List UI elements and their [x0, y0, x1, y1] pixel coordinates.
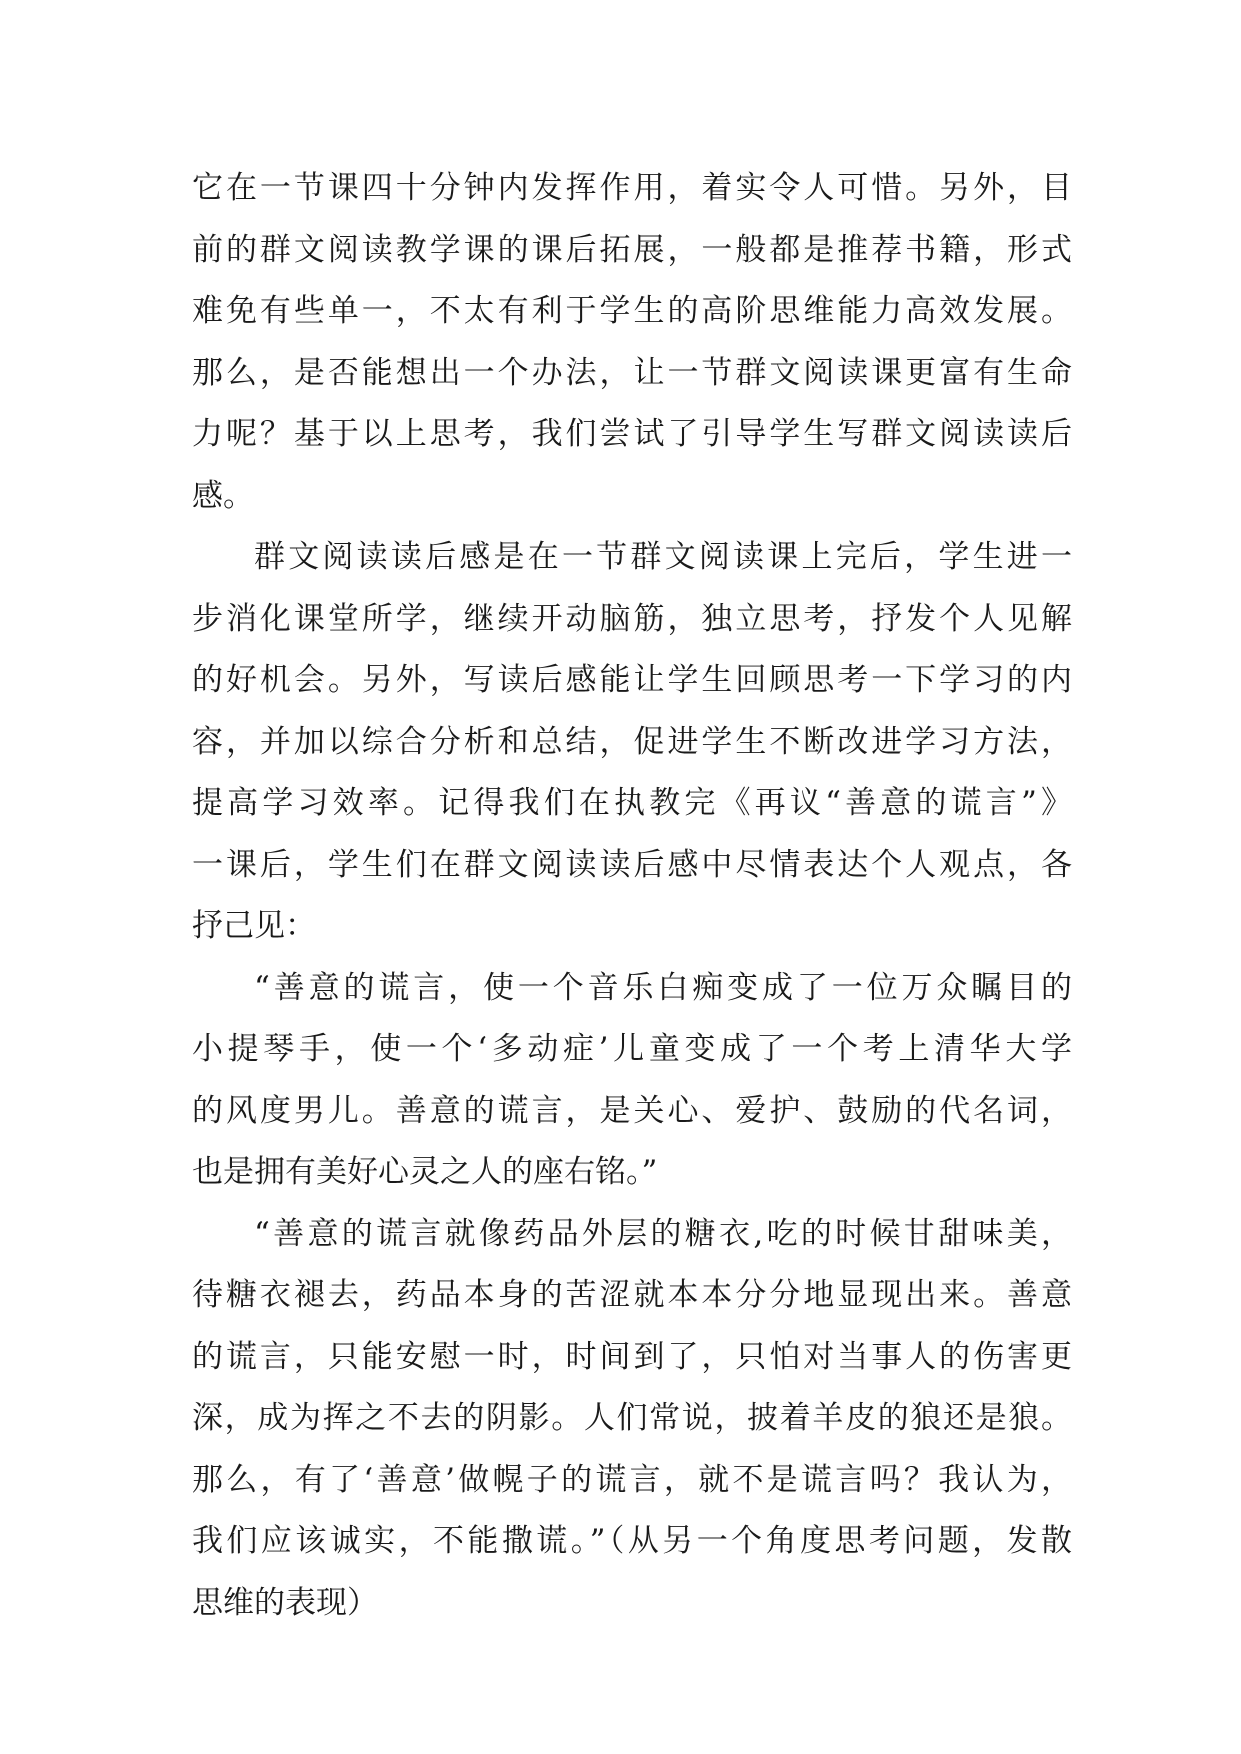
text-line: 提高学习效率。记得我们在执教完《再议“善意的谎言”》 — [192, 785, 1072, 821]
text-line: 的风度男儿。善意的谎言，是关心、爱护、鼓励的代名词， — [192, 1092, 1072, 1129]
text-line: 那么，有了‘善意’做幌子的谎言，就不是谎言吗？我认为， — [192, 1461, 1072, 1498]
text-line: 抒己见： — [192, 908, 316, 944]
body-text — [192, 158, 1072, 1634]
text-line: “善意的谎言，使一个音乐白痴变成了一位万众瞩目的 — [254, 969, 1072, 1006]
text-line: 感。 — [192, 477, 254, 514]
text-line: 的好机会。另外，写读后感能让学生回顾思考一下学习的内 — [192, 662, 1072, 698]
text-line: 群文阅读读后感是在一节群文阅读课上完后，学生进一 — [254, 539, 1072, 575]
text-line: 我们应该诚实，不能撒谎。”（从另一个角度思考问题，发散 — [192, 1523, 1072, 1559]
text-line: “善意的谎言就像药品外层的糖衣,吃的时候甘甜味美， — [254, 1215, 1072, 1252]
text-line: 一课后，学生们在群文阅读读后感中尽情表达个人观点，各 — [192, 846, 1072, 883]
text-line: 的谎言，只能安慰一时，时间到了，只怕对当事人的伤害更 — [192, 1338, 1072, 1375]
text-line: 步消化课堂所学，继续开动脑筋，独立思考，抒发个人见解 — [192, 600, 1072, 637]
text-line: 难免有些单一，不太有利于学生的高阶思维能力高效发展。 — [192, 293, 1072, 329]
text-line: 待糖衣褪去，药品本身的苦涩就本本分分地显现出来。善意 — [192, 1277, 1072, 1313]
text-line: 小提琴手，使一个‘多动症’儿童变成了一个考上清华大学 — [192, 1031, 1072, 1067]
text-line: 容，并加以综合分析和总结，促进学生不断改进学习方法， — [192, 723, 1072, 760]
text-line: 思维的表现） — [192, 1584, 378, 1621]
text-line: 深，成为挥之不去的阴影。人们常说，披着羊皮的狼还是狼。 — [192, 1400, 1072, 1436]
text-line: 前的群文阅读教学课的课后拓展，一般都是推荐书籍，形式 — [192, 231, 1072, 268]
text-line: 力呢？基于以上思考，我们尝试了引导学生写群文阅读读后 — [192, 416, 1072, 452]
text-line: 也是拥有美好心灵之人的座右铭。” — [192, 1154, 658, 1190]
text-line: 那么，是否能想出一个办法，让一节群文阅读课更富有生命 — [192, 354, 1072, 391]
text-line: 它在一节课四十分钟内发挥作用，着实令人可惜。另外，目 — [192, 170, 1072, 206]
